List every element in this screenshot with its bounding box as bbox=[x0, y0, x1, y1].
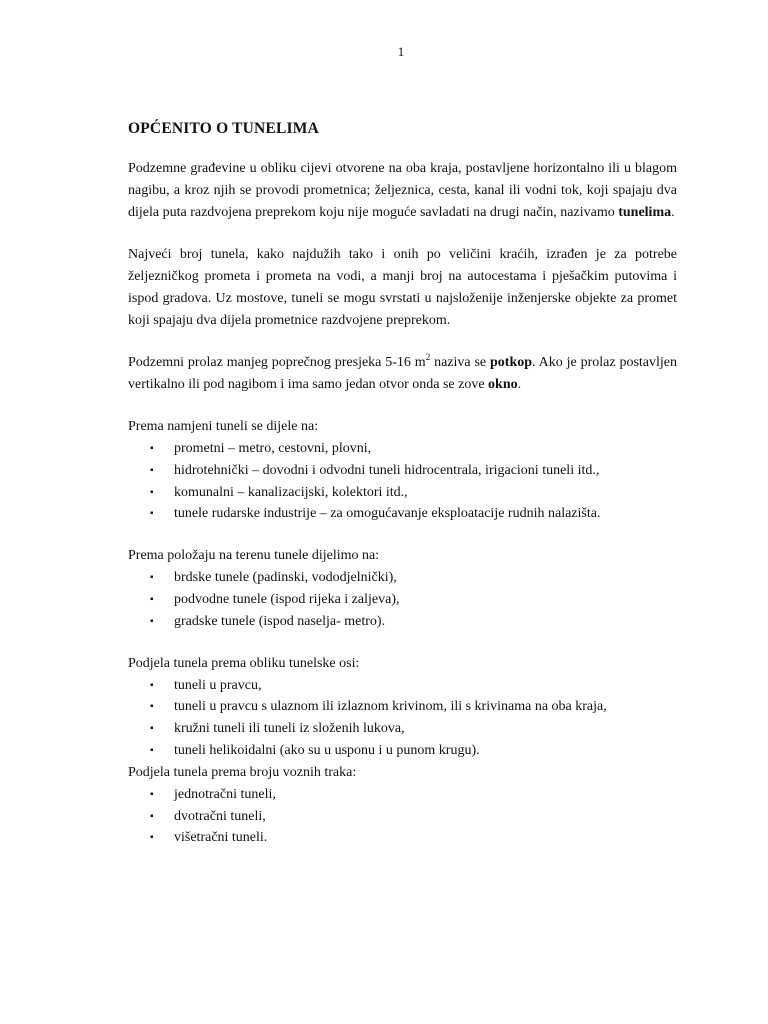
list-item-text: gradske tunele (ispod naselja- metro). bbox=[174, 613, 386, 629]
paragraph-potkop-text-b: naziva se bbox=[430, 355, 491, 370]
paragraph-potkop bbox=[128, 352, 677, 396]
bullet-square-icon: ▪ bbox=[150, 593, 154, 605]
list-by-terrain bbox=[128, 567, 677, 632]
document-body bbox=[128, 118, 677, 849]
list-item-text: kružni tuneli ili tuneli iz složenih lukova, bbox=[174, 721, 405, 737]
list2-heading: Prema položaju na terenu tunele dijelimo na: bbox=[128, 548, 380, 564]
list-item bbox=[128, 482, 677, 504]
list-item bbox=[128, 827, 677, 849]
list-item bbox=[128, 718, 677, 740]
list-item-text: tuneli u pravcu s ulaznom ili izlaznom krivinom, ili s krivinama na oba kraja, bbox=[174, 699, 607, 715]
bullet-square-icon: ▪ bbox=[150, 832, 154, 844]
list-item bbox=[128, 438, 677, 460]
bullet-square-icon: ▪ bbox=[150, 744, 154, 756]
bullet-square-icon: ▪ bbox=[150, 810, 154, 822]
list-item bbox=[128, 740, 677, 762]
list1-heading: Prema namjeni tuneli se dijele na: bbox=[128, 419, 319, 434]
paragraph-potkop-text-d: . bbox=[517, 377, 522, 392]
list-item-text: tunele rudarske industrije – za omogućavanje eksploatacije rudnih nalazišta. bbox=[174, 506, 601, 522]
list-item-text: dvotračni tuneli, bbox=[174, 808, 266, 824]
bullet-square-icon: ▪ bbox=[150, 615, 154, 627]
term-okno: okno bbox=[488, 377, 518, 392]
list-item-text: hidrotehnički – dovodni i odvodni tuneli hidrocentrala, irigacioni tuneli itd., bbox=[174, 462, 600, 478]
list-item bbox=[128, 567, 677, 589]
term-tunelima: tunelima bbox=[618, 205, 672, 220]
page-number: 1 bbox=[397, 44, 405, 59]
paragraph-usage: Najveći broj tunela, kako najdužih tako i onih po veličini kraćih, izrađen je za potrebe željezničkog prometa i prometa na vodi, a manji broj na autocestama i pješačkim putovima i ispod gradova. Uz mostove, tuneli se mogu svrstati u najsloženije inženjerske objekte za promet koji spajaju dva dijela prometnice razdvojene preprekom. bbox=[128, 247, 677, 328]
bullet-square-icon: ▪ bbox=[150, 508, 154, 520]
list-item bbox=[128, 784, 677, 806]
paragraph-definition bbox=[128, 158, 677, 224]
bullet-square-icon: ▪ bbox=[150, 701, 154, 713]
list-item bbox=[128, 589, 677, 611]
bullet-square-icon: ▪ bbox=[150, 486, 154, 498]
paragraph-potkop-text-a: Podzemni prolaz manjeg poprečnog presjeka 5-16 m bbox=[128, 355, 426, 370]
superscript-2: 2 bbox=[425, 352, 431, 362]
list4-heading: Podjela tunela prema broju voznih traka: bbox=[128, 764, 357, 780]
bullet-square-icon: ▪ bbox=[150, 788, 154, 800]
list-item bbox=[128, 806, 677, 828]
bullet-square-icon: ▪ bbox=[150, 679, 154, 691]
list-item-text: brdske tunele (padinski, vododjelnički), bbox=[174, 570, 397, 586]
list-item bbox=[128, 696, 677, 718]
paragraph-definition-text: Podzemne građevine u obliku cijevi otvorene na oba kraja, postavljene horizontalno ili u blagom nagibu, a kroz njih se provodi prometnica; željeznica, cesta, kanal ili vodni tok, koji spajaju dva dijela puta razdvojena preprekom koju nije moguće savladati na drugi način, nazivamo bbox=[128, 161, 677, 220]
list-item-text: tuneli u pravcu, bbox=[174, 677, 262, 693]
list-item-text: tuneli helikoidalni (ako su u usponu i u punom krugu). bbox=[174, 742, 480, 758]
list-item bbox=[128, 460, 677, 482]
paragraph-definition-end: . bbox=[671, 205, 675, 220]
list-by-purpose bbox=[128, 438, 677, 525]
list-item-text: jednotračni tuneli, bbox=[174, 786, 276, 802]
list-by-lanes bbox=[128, 784, 677, 849]
paragraph-potkop-text-c: . Ako je prolaz postavljen vertikalno ili pod nagibom i ima samo jedan otvor onda se zove bbox=[128, 355, 677, 392]
list-item bbox=[128, 611, 677, 633]
bullet-square-icon: ▪ bbox=[150, 572, 154, 584]
bullet-square-icon: ▪ bbox=[150, 443, 154, 454]
bullet-square-icon: ▪ bbox=[150, 723, 154, 735]
list-item bbox=[128, 503, 677, 525]
document-title: OPĆENITO O TUNELIMA bbox=[128, 120, 319, 137]
list-item bbox=[128, 675, 677, 697]
term-potkop: potkop bbox=[490, 355, 533, 370]
list-item-text: višetračni tuneli. bbox=[174, 830, 268, 846]
list-item-text: prometni – metro, cestovni, plovni, bbox=[174, 441, 372, 456]
list-by-axis-shape bbox=[128, 675, 677, 762]
bullet-square-icon: ▪ bbox=[150, 464, 154, 476]
list3-heading: Podjela tunela prema obliku tunelske osi: bbox=[128, 655, 360, 671]
list-item-text: komunalni – kanalizacijski, kolektori itd., bbox=[174, 484, 408, 500]
list-item-text: podvodne tunele (ispod rijeka i zaljeva), bbox=[174, 591, 400, 607]
